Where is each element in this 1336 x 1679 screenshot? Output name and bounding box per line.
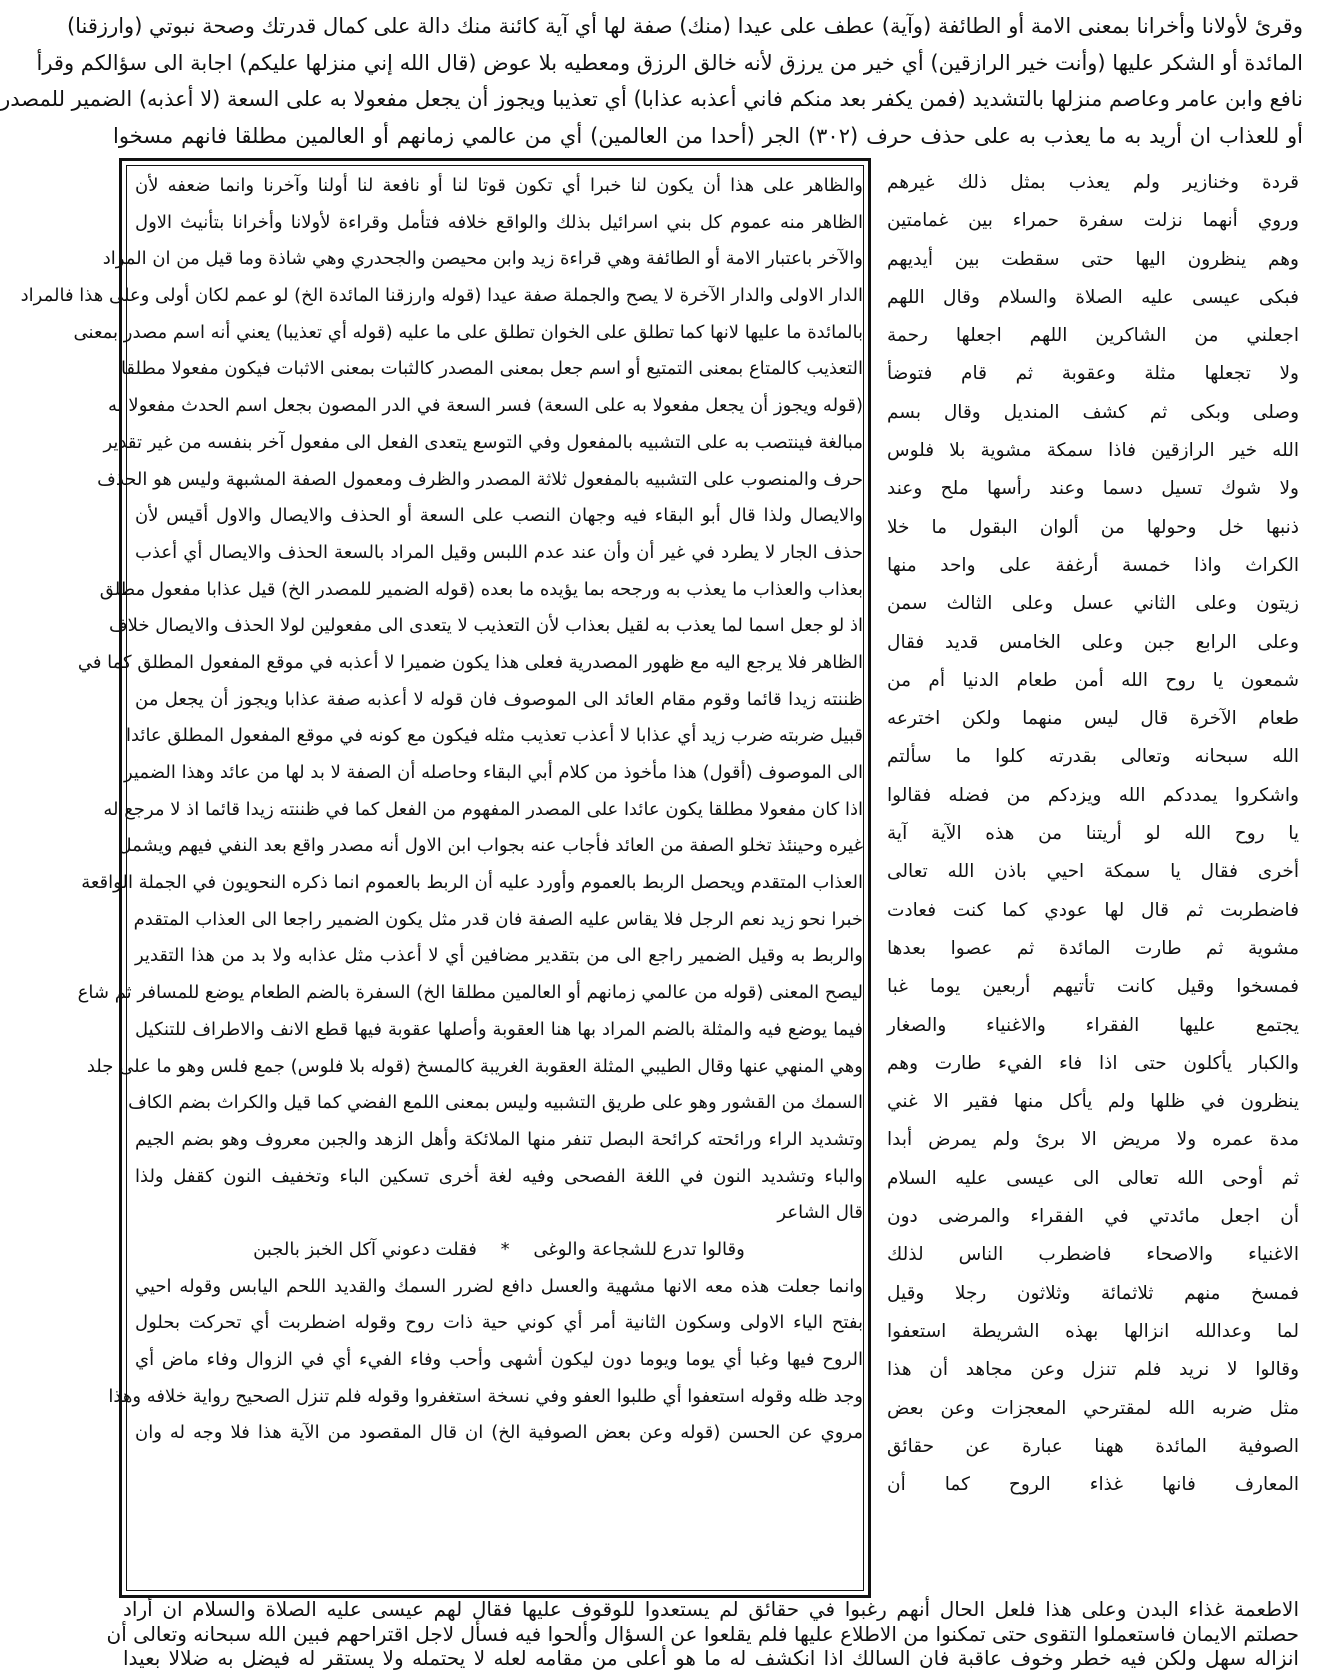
commentary-line: وهي المنهي عنها وقال الطيبي المثلة العقوبة الغريبة كالمسخ (قوله بلا فلوس) جمع فلس وهو ما على جلد (86, 1055, 863, 1077)
poetry-verse (135, 1232, 863, 1269)
commentary-line: ظننته زيدا قائما وقوم مقام العائد الى الموصوف فان قوله لا أعذبه صفة عذابا ويجوز أن يجعل من (135, 688, 863, 710)
commentary-text (20, 168, 863, 1452)
commentary-line: العذاب المتقدم ويحصل الربط بالعموم وأورد عليه أن الربط بالعموم انما ذكره النحويون في الجملة الواقعة (81, 872, 863, 894)
side-text-line: ذنبها خل وحولها من ألوان البقول ما خلا (887, 516, 1299, 538)
commentary-line: السمك من القشور وهو على طريق التشبيه وليس بمعنى اللمع الفضي كما قيل والكراث بضم الكاف (128, 1092, 863, 1114)
side-text-line: واشكروا يمددكم الله ويزدكم من فضله فقالوا (887, 784, 1299, 806)
commentary-line: والباء وتشديد النون في اللغة الفصحى وفيه لغة أخرى تسكين الباء وتخفيف النون كقفل ولذا (135, 1165, 863, 1187)
commentary-line: (قوله ويجوز أن يجعل مفعولا به على السعة) فسر السعة في الدر المصون بجعل اسم الحدث مفعولا به (108, 395, 863, 417)
side-text-line: أخرى فقال يا سمكة احيي باذن الله تعالى (887, 861, 1299, 883)
side-text-line: ولا تجعلها مثلة وعقوبة ثم قام فتوضأ (887, 363, 1299, 385)
main-text-line: نافع وابن عامر وعاصم منزلها بالتشديد (فمن يكفر بعد منكم فاني أعذبه عذابا) أي تعذيبا ويجوز أن يجعل مفعولا به على السعة (لا أعذبه) الضمير للمصدر (0, 87, 1303, 111)
side-text-line: مشوية ثم طارت المائدة ثم عصوا بعدها (887, 937, 1299, 959)
side-text-line: الصوفية المائدة ههنا عبارة عن حقائق (887, 1435, 1299, 1457)
side-text-line: الكراث واذا خمسة أرغفة على واحد منها (887, 554, 1299, 576)
commentary-line: ليصح المعنى (قوله من عالمي زمانهم أو العالمين مطلقا الخ) السفرة بالضم الطعام يوضع للمسافر ثم شاع (77, 982, 863, 1004)
commentary-line: مبالغة فينتصب به على التشبيه بالمفعول وفي التوسع يتعدى الفعل الى مفعول آخر بنفسه من غير تقدير (103, 431, 863, 453)
commentary-line: اذ لو جعل اسما لما يعذب به لقيل بعذاب لأن التعذيب لا يتعدى الى مفعولين لولا الحذف والايصال خلاف (109, 615, 863, 637)
side-text-line: والكبار يأكلون حتى اذا فاء الفيء طارت وهم (887, 1052, 1299, 1074)
side-text-line: زيتون وعلى الثاني عسل وعلى الثالث سمن (887, 593, 1299, 615)
main-text-line: انزاله سهل ولكن فيه خطر وخوف عاقبة فان السالك اذا انكشف له ما هو أعلى من مقامه لعله لا يحتمله ولا يستقر له فيضل به ضلالا بعيدا (123, 1646, 1299, 1670)
main-text-bottom (106, 1597, 1299, 1671)
main-text-side-column (887, 164, 1299, 1504)
commentary-line: حرف والمنصوب على التشبيه بالمفعول ثلاثة المصدر والظرف ومعمول الصفة المشبهة وليس هو الحذف (97, 468, 863, 490)
side-text-line: شمعون يا روح الله أمن طعام الدنيا أم من (887, 669, 1299, 691)
side-text-line: أن اجعل مائدتي في الفقراء والمرضى دون (887, 1206, 1299, 1228)
commentary-line: والآخر باعتبار الامة أو الطائفة وهي قراءة زيد وابن محيصن والجحدري وهي شاذة وما قيل من ان المراد (102, 248, 863, 270)
side-text-line: وقالوا لا نريد فلم تنزل وعن مجاهد أن هذا (887, 1359, 1299, 1381)
side-text-line: فمسخ منهم ثلاثمائة وثلاثون رجلا وقيل (887, 1282, 1299, 1304)
commentary-line: غيره وحينئذ تخلو الصفة من العائد فأجاب عنه بجواب ابن الاول أنه مصدر واقع بعد النفي فيهم ويشمل (118, 835, 863, 857)
commentary-line: وانما جعلت هذه معه الانها مشهية والعسل دافع لضرر السمك والقديد اللحم اليابس وقوله احيي (135, 1275, 863, 1297)
verse-hemistich-1: وقالوا تدرع للشجاعة والوغى (533, 1238, 745, 1260)
side-text-line: وروي أنهما نزلت سفرة حمراء بين غمامتين (887, 210, 1299, 232)
side-text-line: يا روح الله لو أريتنا من هذه الآية آية (887, 823, 1299, 845)
commentary-line: بعذاب والعذاب ما يعذب به ورجحه بما يؤيده ما بعده (قوله الضمير للمصدر الخ) قيل عذابا مفعول مطلق (99, 578, 863, 600)
side-text-line: ثم أوحى الله تعالى الى عيسى عليه السلام (887, 1167, 1299, 1189)
side-text-line: فمسخوا وقيل كانت تأتيهم أربعين يوما غبا (887, 976, 1299, 998)
commentary-line: بالمائدة ما عليها لانها كما تطلق على الخوان تطلق على ما عليه (قوله أي تعذيبا) يعني أنه اسم مصدر بمعنى (73, 321, 863, 343)
commentary-line: وتشديد الراء ورائحته كرائحة البصل تنفر منها الملائكة وأهل الزهد والجبن معروف وهو بضم الجيم (135, 1128, 863, 1150)
commentary-line: مروي عن الحسن (قوله وعن بعض الصوفية الخ) ان قال المقصود من الآية هذا فلا وجه له وان (135, 1422, 863, 1444)
side-text-line: اجعلني من الشاكرين اللهم اجعلها رحمة (887, 325, 1299, 347)
main-text-line: وقرئ لأولانا وأخرانا بمعنى الامة أو الطائفة (وآية) عطف على عيدا (منك) صفة لها أي آية كائنة منك دالة على كمال قدرتك وصحة نبوتي (وارزقنا) (66, 14, 1303, 38)
side-text-line: فبكى عيسى عليه الصلاة والسلام وقال اللهم (887, 286, 1299, 308)
main-text-line: الاطعمة غذاء البدن وعلى هذا فلعل الحال أنهم رغبوا في حقائق لم يستعدوا للوقوف عليها فقال لهم عيسى عليه الصلاة والسلام ان أراد (123, 1597, 1299, 1621)
commentary-line: فيما يوضع فيه والمثلة بالضم المراد بها هنا العقوبة وأصلها عقوبة فيها قطع الانف والاطراف للتنكيل (135, 1018, 863, 1040)
commentary-line: الروح فيها وغبا أي يوما ويوما دون ليكون أشهى وأحب وفاء الفيء أي في الزوال وفاء ماض أي (135, 1349, 863, 1370)
side-text-line: طعام الآخرة قال ليس منهما ولكن اخترعه (887, 708, 1299, 730)
side-text-line: وعلى الرابع جبن وعلى الخامس قديد فقال (887, 631, 1299, 653)
side-text-line: لما وعدالله انزالها بهذه الشريطة استعفوا (887, 1320, 1299, 1342)
commentary-line: بفتح الياء الاولى وسكون الثانية أمر أي كوني حية ذات روح وقوله اضطربت أي تحركت بحلول (135, 1312, 863, 1334)
side-text-line: يجتمع عليها الفقراء والاغنياء والصغار (887, 1014, 1299, 1036)
verse-hemistich-2: فقلت دعوني آكل الخبز بالجبن (253, 1238, 477, 1260)
verse-separator: * (500, 1238, 510, 1260)
main-text-line: أو للعذاب ان أريد به ما يعذب به على حذف حرف (٣٠٢) الجر (أحدا من العالمين) أي من عالمي زمانهم أو العالمين مطلقا فانهم مسخوا (113, 123, 1303, 148)
commentary-line: والايصال ولذا قال أبو البقاء فيه وجهان النصب على السعة أو الحذف والايصال والاول أقيس لأن (135, 505, 863, 527)
commentary-line: قال الشاعر (777, 1202, 863, 1224)
side-text-line: قردة وخنازير ولم يعذب بمثل ذلك غيرهم (887, 172, 1299, 193)
side-text-line: وصلى وبكى ثم كشف المنديل وقال بسم (887, 401, 1299, 423)
side-text-line: فاضطربت ثم قال لها عودي كما كنت فعادت (887, 899, 1299, 921)
side-text-line: مثل ضربه الله لمقترحي المعجزات وعن بعض (887, 1397, 1299, 1419)
side-text-line: الاغنياء والاصحاء فاضطرب الناس لذلك (887, 1244, 1299, 1266)
commentary-line: قبيل ضربته ضرب زيد أي عذابا لا أعذب تعذيب مثله فيكون مع كونه في موقع المفعول المطلق عائدا (125, 725, 863, 747)
side-text-line: ولا شوك تسيل دسما وعند رأسها ملح وعند (887, 478, 1299, 500)
commentary-line: اذا كان مفعولا مطلقا يكون عائدا على المصدر المفهوم من الفعل كما في ظننته زيدا قائما اذ لا مرجع له (103, 798, 863, 820)
commentary-line: خبرا نحو زيد نعم الرجل فلا يقاس عليه الصفة فان قدر مثل يكون الضمير راجعا الى العذاب المتقدم (133, 908, 863, 930)
commentary-line: الظاهر فلا يرجع اليه مع ظهور المصدرية فعلى هذا يكون ضميرا لا أعذبه في موقع المفعول المطلق كما في (77, 651, 863, 673)
commentary-line: حذف الجار لا يطرد في غير أن وأن عند عدم اللبس وقيل المراد بالسعة الحذف والايصال أي أعذب (135, 541, 863, 563)
commentary-line: وجد ظله وقوله استعفوا أي طلبوا العفو وفي نسخة استغفروا وقوله فلم تنزل الصحيح رواية خلافه وهذا (108, 1385, 863, 1407)
commentary-line: الدار الاولى والدار الآخرة لا يصح والجملة صفة عيدا (قوله وارزقنا المائدة الخ) لو عمم لكان أولى وعلى هذا فالمراد (20, 285, 863, 307)
main-text-line: حصلتم الايمان فاستعملوا التقوى حتى تمكنوا من الاطلاع عليها فلم يقلعوا عن السؤال وألحوا فيه فسأل لاجل اقتراحهم فبين الله سبحانه وتعالى أن (106, 1621, 1299, 1646)
commentary-line: والربط به وقيل الضمير راجع الى من بتقدير مضافين أي لا أعذب مثل عذابه ولا بد من هذا التقدير (135, 945, 863, 967)
commentary-line: الظاهر منه عموم كل بني اسرائيل بذلك والواقع خلافه فتأمل وقراءة لأولانا وأخرانا بتأنيث الاول (135, 211, 863, 233)
side-text-line: مدة عمره ولا مريض الا برئ ولم يمرض أبدا (887, 1129, 1299, 1151)
main-text-top (0, 8, 1303, 154)
main-text-line: المائدة أو الشكر عليها (وأنت خير الرازقين) أي خير من يرزق لأنه خالق الرزق ومعطيه بلا عوض (قال الله إني منزلها عليكم) اجابة الى سؤالكم وقرأ (36, 50, 1303, 75)
side-text-line: الله خير الرازقين فاذا سمكة مشوية بلا فلوس (887, 440, 1299, 462)
side-text-line: وهم ينظرون اليها حتى سقطت بين أيديهم (887, 248, 1299, 270)
commentary-line: والظاهر على هذا أن يكون لنا خبرا أي تكون قوتا لنا أو نافعة لنا أولنا وآخرنا وانما ضعفه لأن (135, 175, 863, 196)
side-text-line: الله سبحانه وتعالى بقدرته كلوا ما سألتم (887, 746, 1299, 768)
commentary-line: الى الموصوف (أقول) هذا مأخوذ من كلام أبي البقاء وحاصله أن الصفة لا بد لها من عائد وهذا الضمير (123, 762, 863, 783)
side-text-line: ينظرون في ظلها ولم يأكل منها فقير الا غني (887, 1091, 1299, 1113)
commentary-line: التعذيب كالمتاع بمعنى التمتيع أو اسم جعل بمعنى المصدر كالثبات بمعنى الاثبات فيكون مفعولا مطلقا (120, 358, 863, 380)
side-text-line: المعارف فانها غذاء الروح كما أن (887, 1474, 1299, 1496)
